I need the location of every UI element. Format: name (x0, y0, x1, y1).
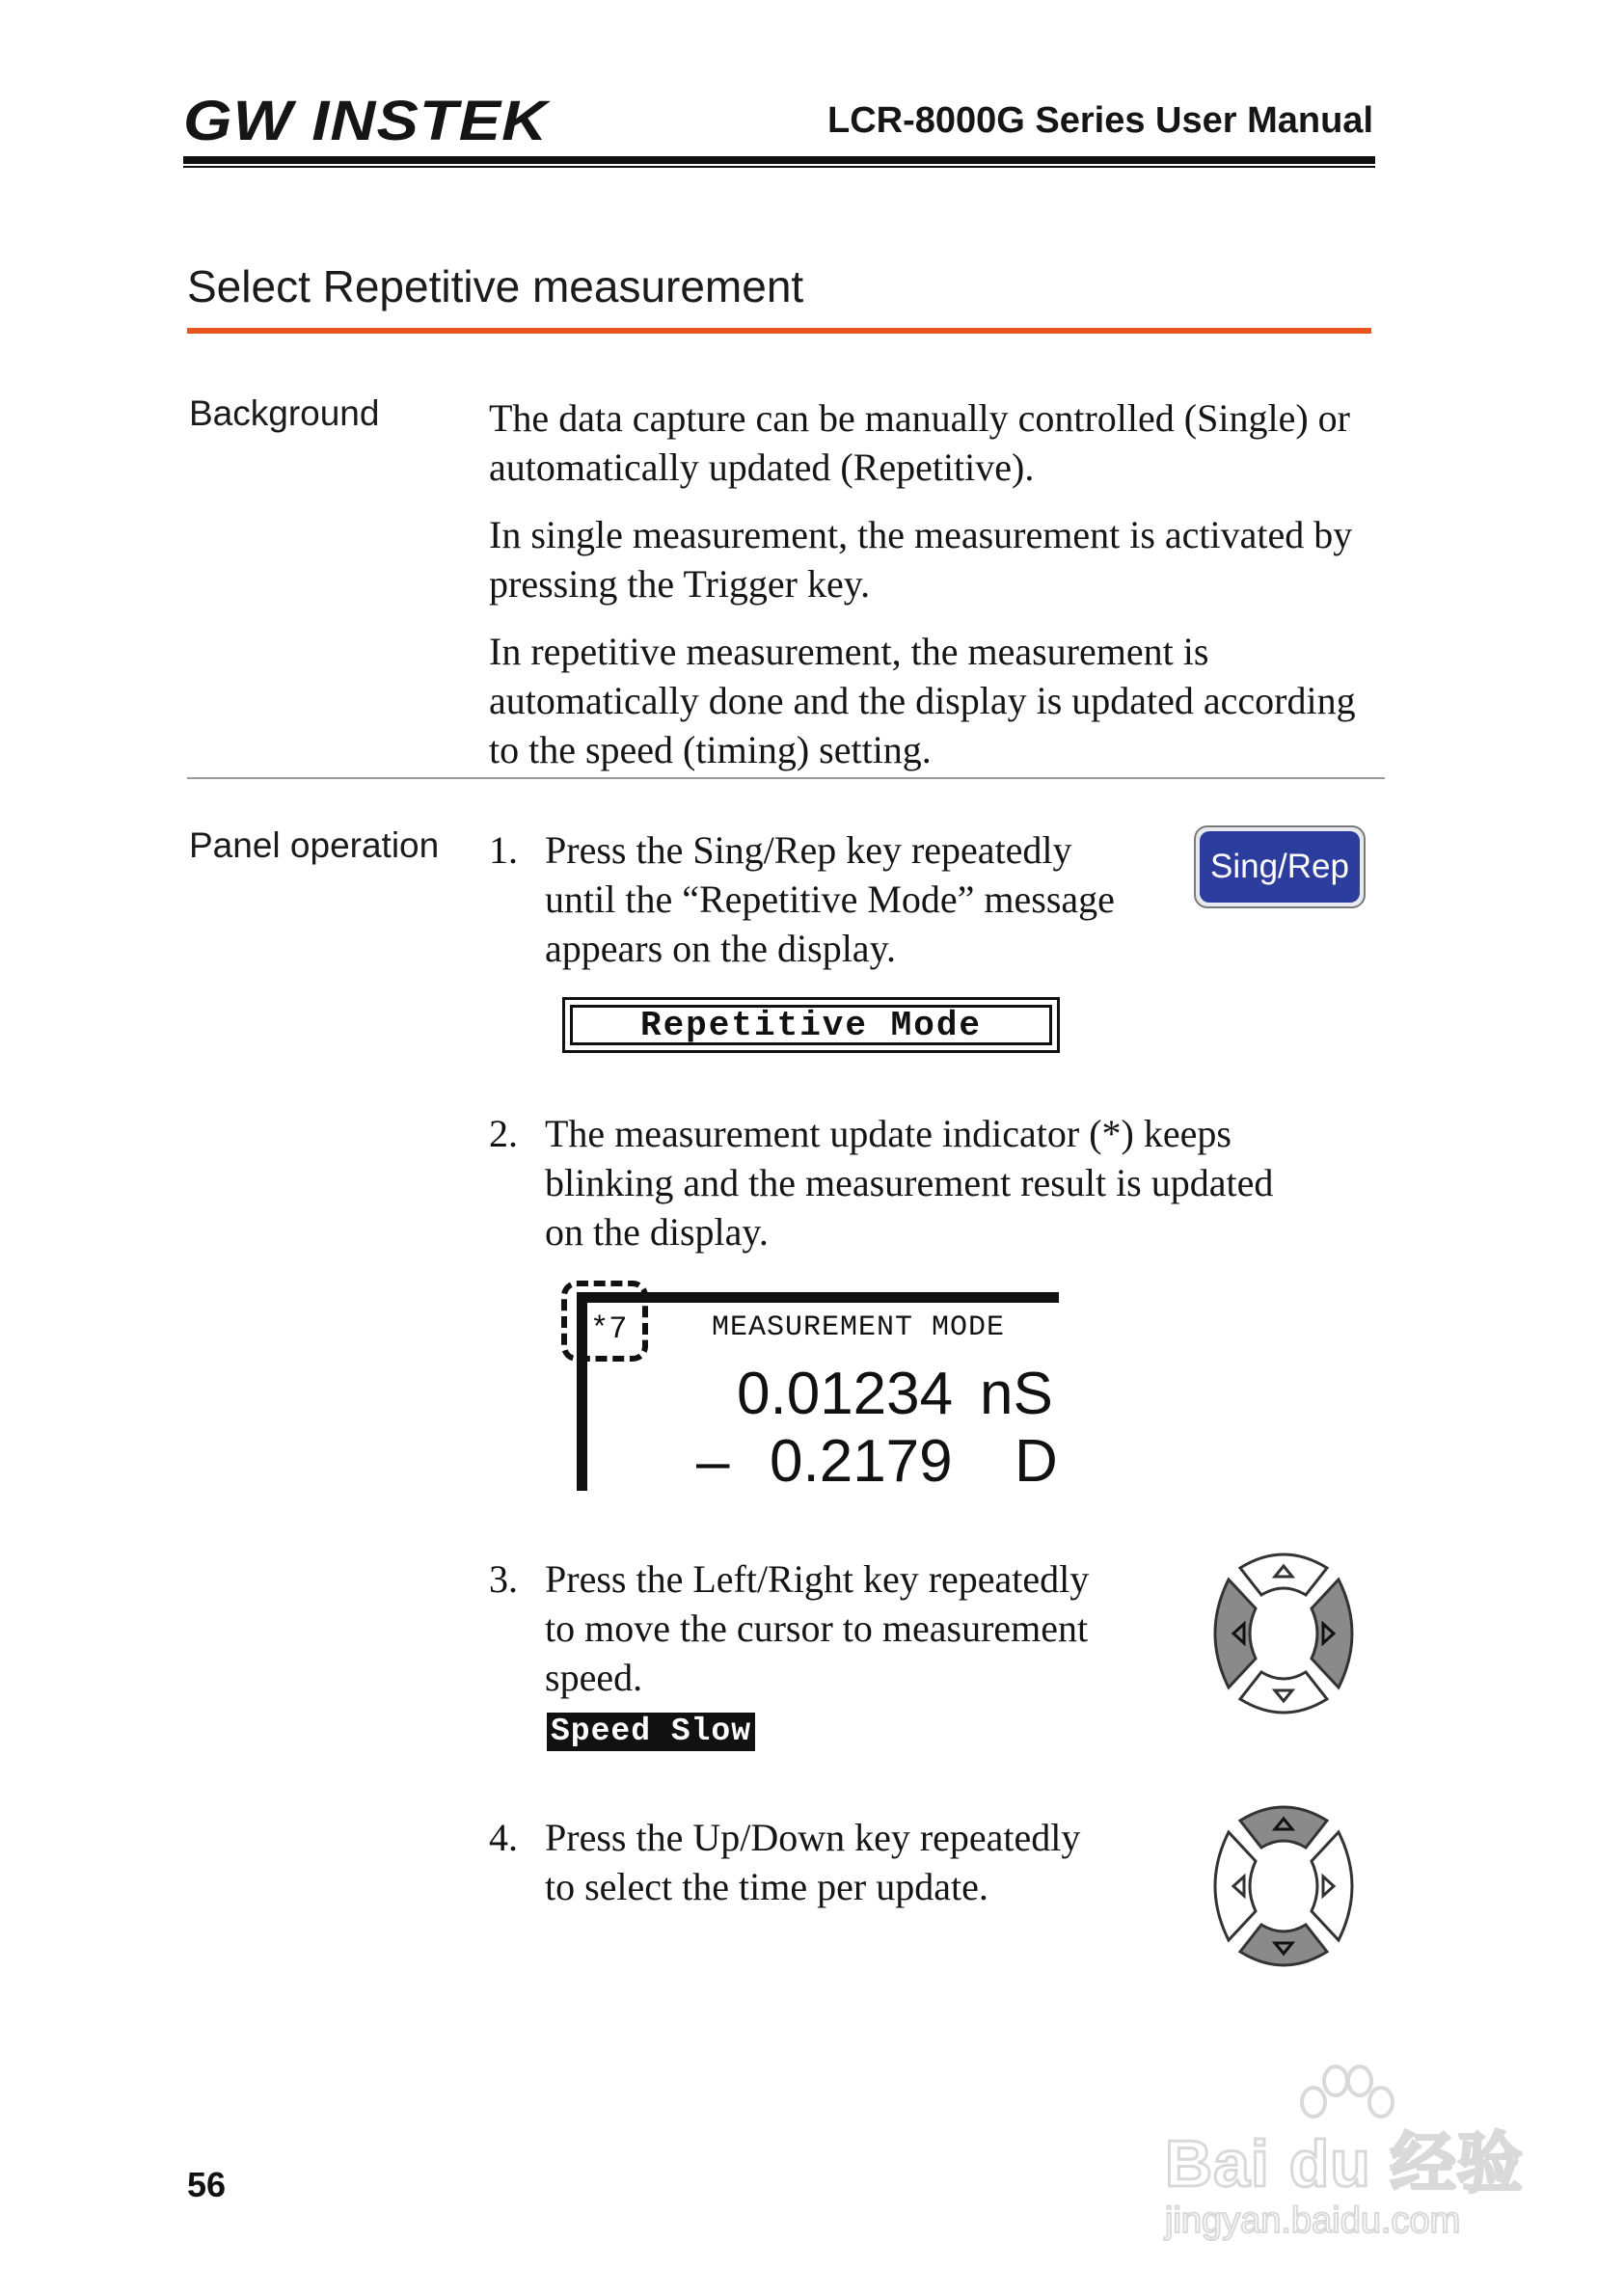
header-rule (183, 156, 1375, 164)
section-title-rule (187, 328, 1371, 334)
step-3-line: speed. (545, 1656, 643, 1699)
step-2-line: on the display. (545, 1210, 769, 1254)
primary-value: 0.01234 (737, 1361, 954, 1427)
step-4-text (545, 1813, 1080, 1911)
panel-operation-label: Panel operation (189, 825, 440, 865)
left-right-keypad[interactable] (1202, 1547, 1366, 1720)
section-divider (187, 777, 1385, 779)
step-4-line: Press the Up/Down key repeatedly (545, 1816, 1081, 1859)
down-key[interactable] (1240, 1925, 1327, 1965)
step-1-number: 1. (489, 828, 518, 872)
background-label: Background (189, 393, 380, 433)
step-3-line: to move the cursor to measurement (545, 1606, 1089, 1650)
baidu-watermark-url: jingyan.baidu.com (1165, 2200, 1461, 2241)
up-key[interactable] (1240, 1554, 1327, 1595)
step-1-text (545, 825, 1115, 973)
step-4-line: to select the time per update. (545, 1865, 988, 1908)
step-2-text (545, 1109, 1273, 1256)
up-down-keypad[interactable] (1202, 1799, 1366, 1973)
background-paragraph-3: In repetitive measurement, the measurement is automatically done and the display is updated according to the speed (timing) setting. (489, 630, 1356, 771)
step-3-number: 3. (489, 1557, 518, 1601)
step-1-line: Press the Sing/Rep key repeatedly (545, 828, 1072, 872)
down-key[interactable] (1240, 1672, 1327, 1713)
background-paragraph-1: The data capture can be manually controlled (Single) or automatically updated (Repetitive). (489, 396, 1350, 489)
step-1-line: until the “Repetitive Mode” message (545, 878, 1115, 921)
update-indicator: *7 (590, 1311, 628, 1347)
primary-unit: nS (980, 1361, 1053, 1427)
display-frame-top (577, 1292, 1059, 1303)
page-number: 56 (187, 2165, 227, 2204)
step-2-line: blinking and the measurement result is updated (545, 1161, 1274, 1204)
header-rule-thin (183, 166, 1375, 168)
up-key[interactable] (1240, 1807, 1327, 1848)
sing-rep-key-label: Sing/Rep (1200, 831, 1360, 903)
secondary-value: 0.2179 (770, 1428, 953, 1495)
step-3-line: Press the Left/Right key repeatedly (545, 1557, 1090, 1601)
step-4-number: 4. (489, 1816, 518, 1859)
step-2-line: The measurement update indicator (*) keeps (545, 1112, 1232, 1155)
step-1-line: appears on the display. (545, 927, 896, 970)
speed-slow-badge: Speed Slow (547, 1713, 755, 1751)
step-2-number: 2. (489, 1112, 518, 1155)
background-paragraph-2: In single measurement, the measurement is activated by pressing the Trigger key. (489, 513, 1353, 606)
repetitive-mode-message: Repetitive Mode (570, 1005, 1052, 1045)
section-title: Select Repetitive measurement (187, 261, 804, 311)
secondary-sign: – (696, 1428, 730, 1495)
sing-rep-key[interactable] (1194, 825, 1366, 908)
measurement-mode-label: MEASUREMENT MODE (712, 1311, 1006, 1344)
baidu-watermark: Bai du 经验 (1165, 2127, 1524, 2200)
repetitive-mode-message-box (562, 997, 1060, 1053)
step-3-text (545, 1554, 1089, 1702)
manual-title: LCR-8000G Series User Manual (826, 100, 1373, 141)
secondary-unit: D (1015, 1428, 1058, 1495)
gw-instek-logo: GW INSTEK (183, 90, 549, 152)
